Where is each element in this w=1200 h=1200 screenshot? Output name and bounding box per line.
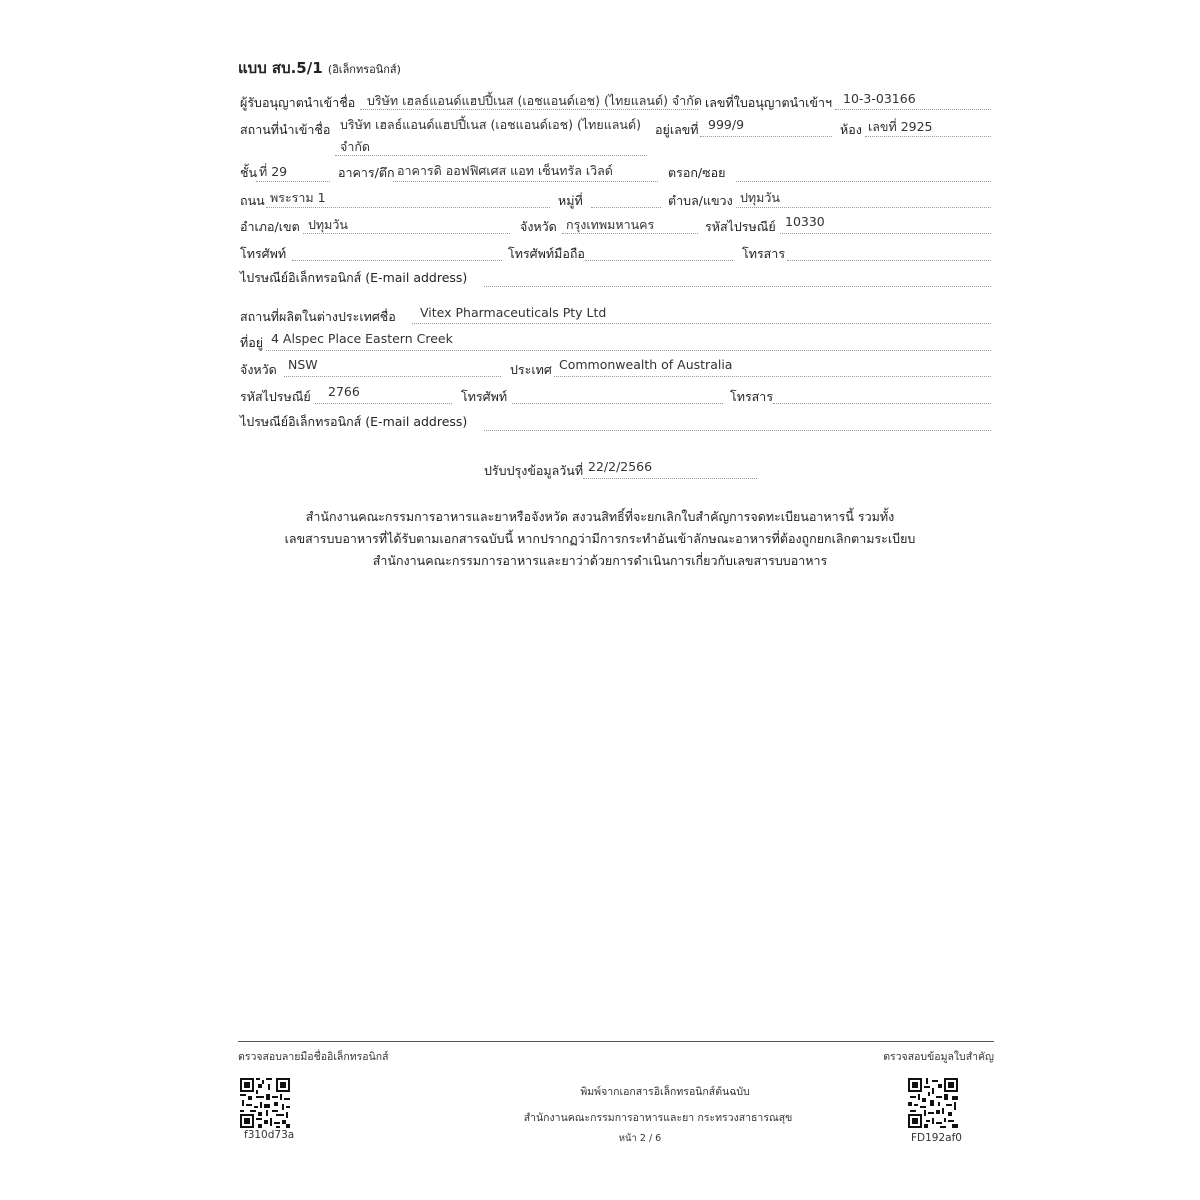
subdistrict-line — [736, 207, 991, 208]
import-site-name-line2: จำกัด — [340, 139, 371, 154]
form-code — [238, 56, 401, 80]
soi-label: ตรอก/ซอย — [668, 165, 726, 180]
district-line — [303, 233, 510, 234]
phone-label: โทรศัพท์ — [240, 246, 287, 261]
licensee-name-label: ผู้รับอนุญาตนำเข้าชื่อ — [240, 95, 356, 110]
manufacturer-address: 4 Alspec Place Eastern Creek — [271, 331, 453, 346]
manufacturer-postcode-line — [315, 403, 452, 404]
manufacturer-name: Vitex Pharmaceuticals Pty Ltd — [420, 305, 607, 320]
manufacturer-email-label: ไปรษณีย์อิเล็กทรอนิกส์ (E-mail address) — [240, 414, 468, 429]
email-label: ไปรษณีย์อิเล็กทรอนิกส์ (E-mail address) — [240, 270, 468, 285]
email-line — [484, 286, 991, 287]
page-number: หน้า 2 / 6 — [618, 1133, 662, 1144]
district-label: อำเภอ/เขต — [240, 219, 300, 234]
floor-label: ชั้น — [240, 165, 258, 180]
manufacturer-phone-line — [512, 403, 723, 404]
floor: ที่ 29 — [259, 164, 288, 179]
notice-line-2: เลขสารบบอาหารที่ได้รับตามเอกสารฉบับนี้ หากปรากฏว่ามีการกระทำอันเข้าลักษณะอาหารที่ต้องถูกยกเลิกตามระเบียบ — [284, 531, 916, 546]
manufacturer-province-label: จังหวัด — [240, 362, 277, 377]
licensee-name-line — [360, 109, 698, 110]
province-line — [562, 233, 698, 234]
postcode-line — [780, 233, 991, 234]
manufacturer-fax-line — [773, 403, 991, 404]
manufacturer-name-label: สถานที่ผลิตในต่างประเทศชื่อ — [240, 309, 396, 324]
address-no-line — [700, 136, 832, 137]
address-no: 999/9 — [708, 117, 745, 132]
soi-line — [736, 181, 991, 182]
phone-line — [292, 260, 502, 261]
license-no-line — [835, 109, 991, 110]
manufacturer-country: Commonwealth of Australia — [559, 357, 733, 372]
update-label: ปรับปรุงข้อมูลวันที่ — [484, 463, 584, 478]
road: พระราม 1 — [270, 190, 326, 205]
verify-data-label: ตรวจสอบข้อมูลใบสำคัญ — [883, 1051, 994, 1063]
road-line — [266, 207, 550, 208]
postcode-label: รหัสไปรษณีย์ — [705, 219, 776, 234]
room-label: ห้อง — [840, 122, 862, 137]
update-date: 22/2/2566 — [588, 459, 653, 474]
footer-divider — [238, 1041, 994, 1042]
notice-line-3: สำนักงานคณะกรรมการอาหารและยาว่าด้วยการดำเนินการเกี่ยวกับเลขสารบบอาหาร — [372, 553, 828, 568]
address-no-label: อยู่เลขที่ — [655, 122, 699, 137]
manufacturer-fax-label: โทรสาร — [730, 389, 774, 404]
building: อาคารดิ ออฟฟิศเศส แอท เซ็นทรัล เวิลด์ — [397, 163, 613, 178]
licensee-name: บริษัท เฮลธ์แอนด์แฮปปี้เนส (เอชแอนด์เอช) (ไทยแลนด์) จำกัด — [367, 93, 702, 108]
road-label: ถนน — [240, 193, 265, 208]
subdistrict: ปทุมวัน — [740, 190, 780, 205]
agency: สำนักงานคณะกรรมการอาหารและยา กระทรวงสาธารณสุข — [523, 1112, 793, 1124]
building-line — [393, 181, 658, 182]
data-qr-icon[interactable] — [908, 1078, 958, 1128]
update-date-line — [583, 478, 757, 479]
notice-line-1: สำนักงานคณะกรรมการอาหารและยาหรือจังหวัด สงวนสิทธิ์ที่จะยกเลิกใบสำคัญการจดทะเบียนอาหารนี้ รวมทั้ง — [305, 509, 895, 524]
province-label: จังหวัด — [520, 219, 557, 234]
mobile-line — [585, 260, 733, 261]
manufacturer-address-label: ที่อยู่ — [240, 335, 264, 350]
mobile-label: โทรศัพท์มือถือ — [508, 246, 585, 261]
manufacturer-postcode-label: รหัสไปรษณีย์ — [240, 389, 311, 404]
import-site-name-line1: บริษัท เฮลธ์แอนด์แฮปปี้เนส (เอชแอนด์เอช) (ไทยแลนด์) — [340, 117, 641, 132]
manufacturer-province-line — [284, 376, 501, 377]
fax-label: โทรสาร — [742, 246, 786, 261]
fax-line — [787, 260, 991, 261]
postcode: 10330 — [785, 214, 825, 229]
manufacturer-postcode: 2766 — [328, 384, 360, 399]
right-qr-code: FD192af0 — [911, 1132, 962, 1144]
license-no-label: เลขที่ใบอนุญาตนำเข้าฯ — [705, 95, 833, 110]
floor-line — [256, 181, 330, 182]
room-line — [865, 136, 991, 137]
room: เลขที่ 2925 — [868, 119, 933, 134]
printed-from: พิมพ์จากเอกสารอิเล็กทรอนิกส์ต้นฉบับ — [580, 1086, 750, 1098]
manufacturer-name-line — [412, 323, 991, 324]
form-code-main: แบบ สบ.5/1 — [238, 59, 323, 77]
manufacturer-country-line — [554, 376, 991, 377]
left-qr-code: f310d73a — [244, 1129, 295, 1141]
verify-signature-label: ตรวจสอบลายมือชื่ออิเล็กทรอนิกส์ — [238, 1051, 389, 1063]
form-code-sub: (อิเล็กทรอนิกส์) — [327, 63, 401, 76]
moo-label: หมู่ที่ — [558, 193, 583, 208]
import-site-name-line — [335, 155, 647, 156]
manufacturer-address-line — [266, 350, 991, 351]
license-no: 10-3-03166 — [843, 91, 916, 106]
province: กรุงเทพมหานคร — [566, 217, 655, 232]
import-site-name-label: สถานที่นำเข้าชื่อ — [240, 122, 331, 137]
subdistrict-label: ตำบล/แขวง — [668, 193, 733, 208]
manufacturer-phone-label: โทรศัพท์ — [461, 389, 508, 404]
building-label: อาคาร/ตึก — [338, 165, 395, 180]
manufacturer-province: NSW — [288, 357, 318, 372]
district: ปทุมวัน — [308, 217, 348, 232]
manufacturer-email-line — [484, 430, 991, 431]
manufacturer-country-label: ประเทศ — [510, 362, 552, 377]
moo-line — [591, 207, 661, 208]
